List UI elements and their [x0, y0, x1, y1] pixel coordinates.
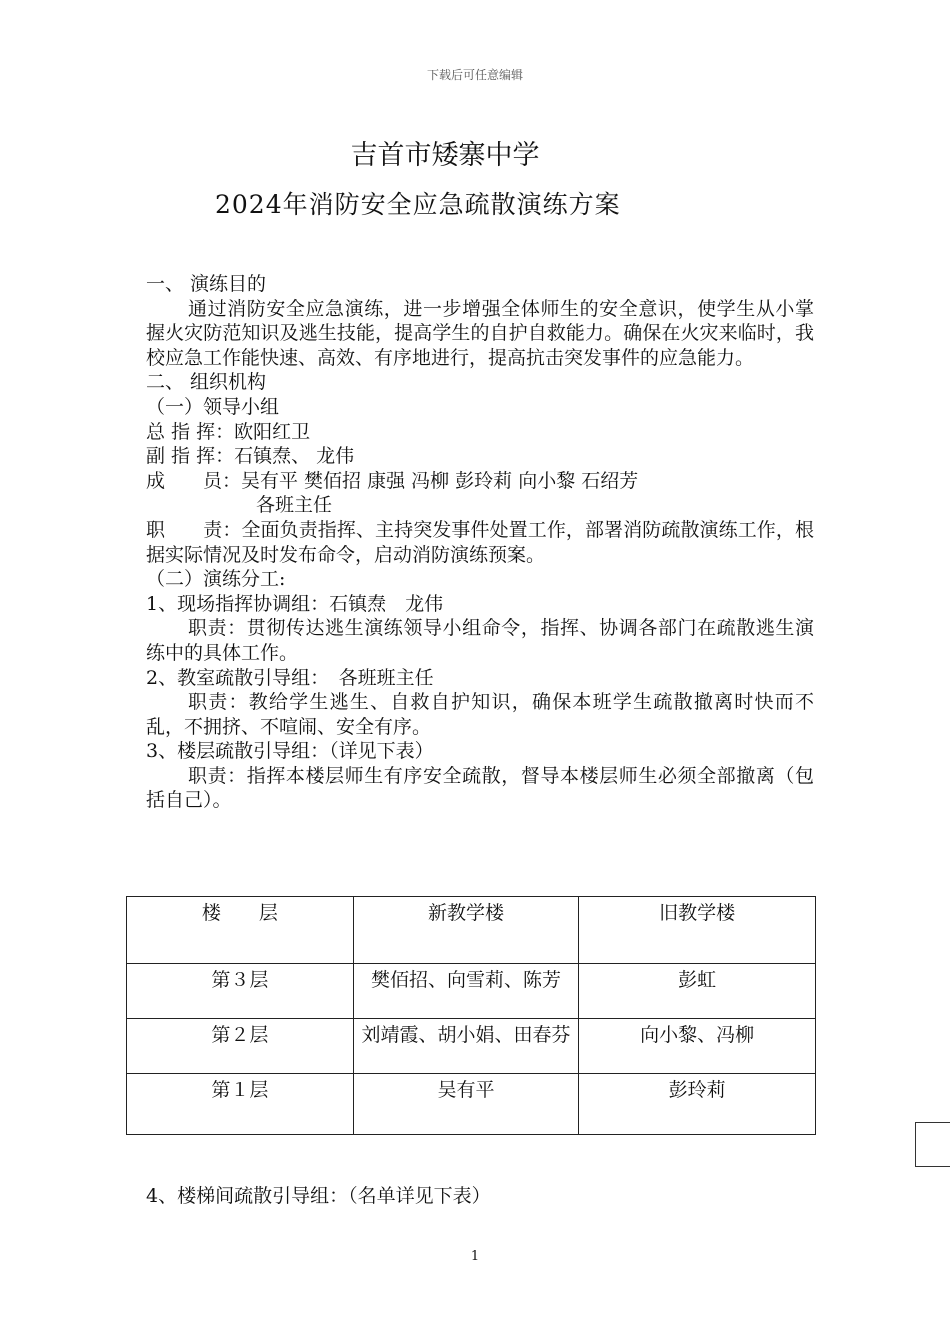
- document-title: 吉首市矮寨中学: [350, 140, 540, 171]
- table-cell: 彭虹: [579, 964, 816, 1019]
- table-header-cell: 新教学楼: [353, 897, 579, 964]
- item3-duty: 职责：指挥本楼层师生有序安全疏散，督导本楼层师生必须全部撤离（包括自己）。: [146, 764, 814, 812]
- document-subtitle: 2024年消防安全应急疏散演练方案: [215, 190, 621, 219]
- section1-paragraph: 通过消防安全应急演练，进一步增强全体师生的安全意识，使学生从小掌握火灾防范知识及逃生技能，提高学生的自护自救能力。确保在火灾来临时，我校应急工作能快速、高效、有序地进行，提高抗击突发事件的应急能力。: [146, 297, 814, 369]
- document-body: [146, 272, 814, 813]
- section2-heading: 二、 组织机构: [146, 371, 267, 394]
- table-row: [127, 1019, 816, 1074]
- leader-duty: 职 责：全面负责指挥、主持突发事件处置工作，部署消防疏散演练工作，根据实际情况及时发布命令，启动消防演练预案。: [146, 518, 814, 566]
- vice-commander-line: 副 指 挥：石镇焘、 龙伟: [146, 445, 355, 468]
- table-row: [127, 964, 816, 1019]
- table-row: [127, 1074, 816, 1135]
- table-cell: 吴有平: [353, 1074, 579, 1135]
- members-continued: 各班主任: [256, 494, 333, 517]
- table-cell: 刘靖霞、胡小娟、田春芬: [353, 1019, 579, 1074]
- members-line: 成 员：吴有平 樊佰招 康强 冯柳 彭玲莉 向小黎 石绍芳: [146, 469, 639, 492]
- table-header-cell: 楼 层: [127, 897, 354, 964]
- page-number: 1: [470, 1249, 480, 1264]
- section1-heading: 一、 演练目的: [146, 273, 267, 295]
- table-cell: 第３层: [127, 964, 354, 1019]
- table-cell: 樊佰招、向雪莉、陈芳: [353, 964, 579, 1019]
- table-cell: 第１层: [127, 1074, 354, 1135]
- item1-duty: 职责：贯彻传达逃生演练领导小组命令，指挥、协调各部门在疏散逃生演练中的具体工作。: [146, 617, 814, 664]
- table-cell: 向小黎、冯柳: [579, 1019, 816, 1074]
- item4-title: 4、楼梯间疏散引导组：（名单详见下表）: [146, 1185, 491, 1207]
- side-box: [915, 1122, 950, 1167]
- table-cell: 第２层: [127, 1019, 354, 1074]
- item3-title: 3、楼层疏散引导组：（详见下表）: [146, 740, 434, 763]
- item1-title: 1、现场指挥协调组：石镇焘 龙伟: [146, 592, 444, 615]
- group1-heading: （一）领导小组: [146, 395, 280, 418]
- table-header-cell: 旧教学楼: [579, 897, 816, 964]
- commander-line: 总 指 挥：欧阳红卫: [146, 420, 311, 443]
- item2-title: 2、教室疏散引导组： 各班班主任: [146, 666, 434, 689]
- header-note: 下载后可任意编辑: [426, 68, 523, 82]
- group2-heading: （二）演练分工:: [146, 568, 286, 591]
- floor-evacuation-table: [126, 896, 816, 1135]
- item2-duty: 职责：教给学生逃生、自救自护知识，确保本班学生疏散撤离时快而不乱，不拥挤、不喧闹、安全有序。: [146, 691, 814, 738]
- table-header-row: [127, 897, 816, 964]
- table-cell: 彭玲莉: [579, 1074, 816, 1135]
